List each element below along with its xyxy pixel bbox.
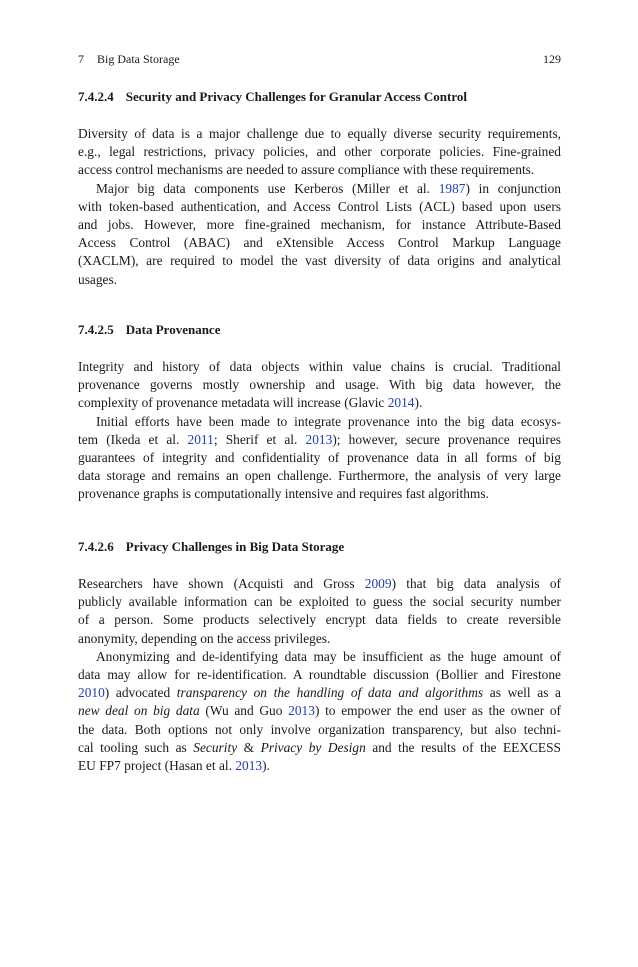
section-7-4-2-5 [78, 322, 561, 504]
emphasis-text: Privacy by Design [260, 739, 366, 755]
text-line [78, 575, 561, 593]
text-run: ) advocated [104, 685, 177, 701]
text-line: Diversity of data is a major challenge due to equally diverse security requirements, [78, 126, 561, 141]
text-line: Integrity and history of data objects within value chains is crucial. Traditional [78, 359, 561, 374]
text-line [78, 431, 561, 449]
section-number: 7.4.2.6 [78, 539, 114, 554]
section-heading [78, 322, 561, 338]
text-run: (Wu and Guo [199, 703, 289, 719]
section-heading [78, 539, 561, 555]
section-heading [78, 89, 561, 105]
text-line [78, 684, 561, 702]
text-run: ) in conjunction [465, 180, 562, 196]
text-line: provenance governs mostly ownership and usage. With big data however, the [78, 377, 561, 393]
text-run: and the results of the EEXCESS [365, 739, 561, 755]
paragraph [78, 358, 561, 413]
text-run: Researchers have shown (Acquisti and Gross [78, 576, 365, 591]
citation-link[interactable]: 2009 [364, 576, 392, 591]
section-title: Data Provenance [125, 322, 221, 337]
text-line: access control mechanisms are needed to assure compliance with these requirements. [78, 162, 535, 178]
text-line: publicly available information can be exploited to guess the social security number [78, 594, 561, 610]
paragraph [78, 413, 561, 504]
emphasis-text: new deal on big data [78, 703, 200, 719]
page-number: 129 [543, 52, 561, 66]
text-run: EU FP7 project (Hasan et al. [78, 758, 236, 774]
text-line [78, 757, 561, 775]
text-run: as well as a [483, 685, 561, 701]
text-run: ); however, secure provenance requires [332, 431, 562, 447]
paragraph [78, 180, 561, 289]
running-head-left [78, 52, 180, 66]
running-head [78, 52, 561, 66]
text-line [78, 394, 561, 412]
citation-link[interactable]: 2013 [288, 703, 315, 719]
text-run: ) that big data analysis of [391, 576, 561, 591]
text-line: and jobs. However, more fine-grained mechanism, for instance Attribute-Based [78, 217, 561, 233]
paragraph [78, 575, 561, 648]
text-run: tem (Ikeda et al. [78, 431, 188, 447]
text-line: (XACLM), are required to model the vast diversity of data origins and analytical [78, 253, 561, 269]
section-title: Security and Privacy Challenges for Granular Access Control [125, 89, 467, 104]
text-line: guarantees of integrity and confidentiality of provenance data in all forms of big [78, 450, 561, 466]
text-run: complexity of provenance metadata will increase (Glavic [78, 395, 388, 411]
paragraph [78, 648, 561, 775]
text-line: provenance graphs is computationally intensive and requires fast algorithms. [78, 486, 489, 502]
paragraph [78, 125, 561, 180]
citation-link[interactable]: 2011 [187, 431, 214, 447]
text-run: cal tooling such as [78, 739, 194, 755]
text-line: Access Control (ABAC) and eXtensible Access Control Markup Language [78, 235, 561, 251]
section-7-4-2-6 [78, 539, 561, 775]
text-line: anonymity, depending on the access privileges. [78, 630, 331, 646]
text-line: e.g., legal restrictions, privacy policies, and other corporate policies. Fine-grained [78, 144, 561, 160]
text-line: Anonymizing and de-identifying data may be insufficient as the huge amount of [96, 648, 561, 664]
section-number: 7.4.2.5 [78, 322, 114, 337]
citation-link[interactable]: 2013 [305, 431, 333, 447]
emphasis-text: transparency on the handling of data and algorithms [176, 685, 484, 701]
text-run: ; Sherif et al. [213, 431, 306, 447]
text-line: Initial efforts have been made to integrate provenance into the big data ecosys- [96, 413, 561, 429]
citation-link[interactable]: 1987 [438, 180, 466, 196]
text-line: with token-based authentication, and Access Control Lists (ACL) based upon users [78, 198, 561, 214]
text-line [78, 180, 561, 198]
text-run: ) to empower the end user as the owner of [314, 703, 562, 719]
text-line: usages. [78, 271, 118, 287]
section-7-4-2-4 [78, 89, 561, 289]
text-line: data storage and remains an open challenge. Furthermore, the analysis of very large [78, 468, 561, 484]
text-line [78, 702, 561, 720]
text-line: data may allow for re-identification. A roundtable discussion (Bollier and Firestone [78, 667, 561, 683]
text-run: ). [414, 395, 423, 411]
section-title: Privacy Challenges in Big Data Storage [125, 539, 345, 554]
citation-link[interactable]: 2014 [387, 395, 415, 411]
text-line: the data. Both options not only involve organization transparency, but also techni- [78, 721, 561, 737]
emphasis-text: Security [193, 739, 238, 755]
text-run: ). [262, 758, 270, 774]
text-run: Major big data components use Kerberos (Miller et al. [96, 180, 439, 196]
citation-link[interactable]: 2013 [235, 758, 263, 774]
text-line: of a person. Some products selectively encrypt data fields to create reversible [78, 612, 561, 628]
text-run: & [237, 739, 261, 755]
citation-link[interactable]: 2010 [78, 685, 105, 701]
chapter-title: Big Data Storage [97, 52, 180, 66]
text-line [78, 739, 561, 757]
chapter-number: 7 [78, 52, 84, 66]
section-number: 7.4.2.4 [78, 89, 114, 104]
